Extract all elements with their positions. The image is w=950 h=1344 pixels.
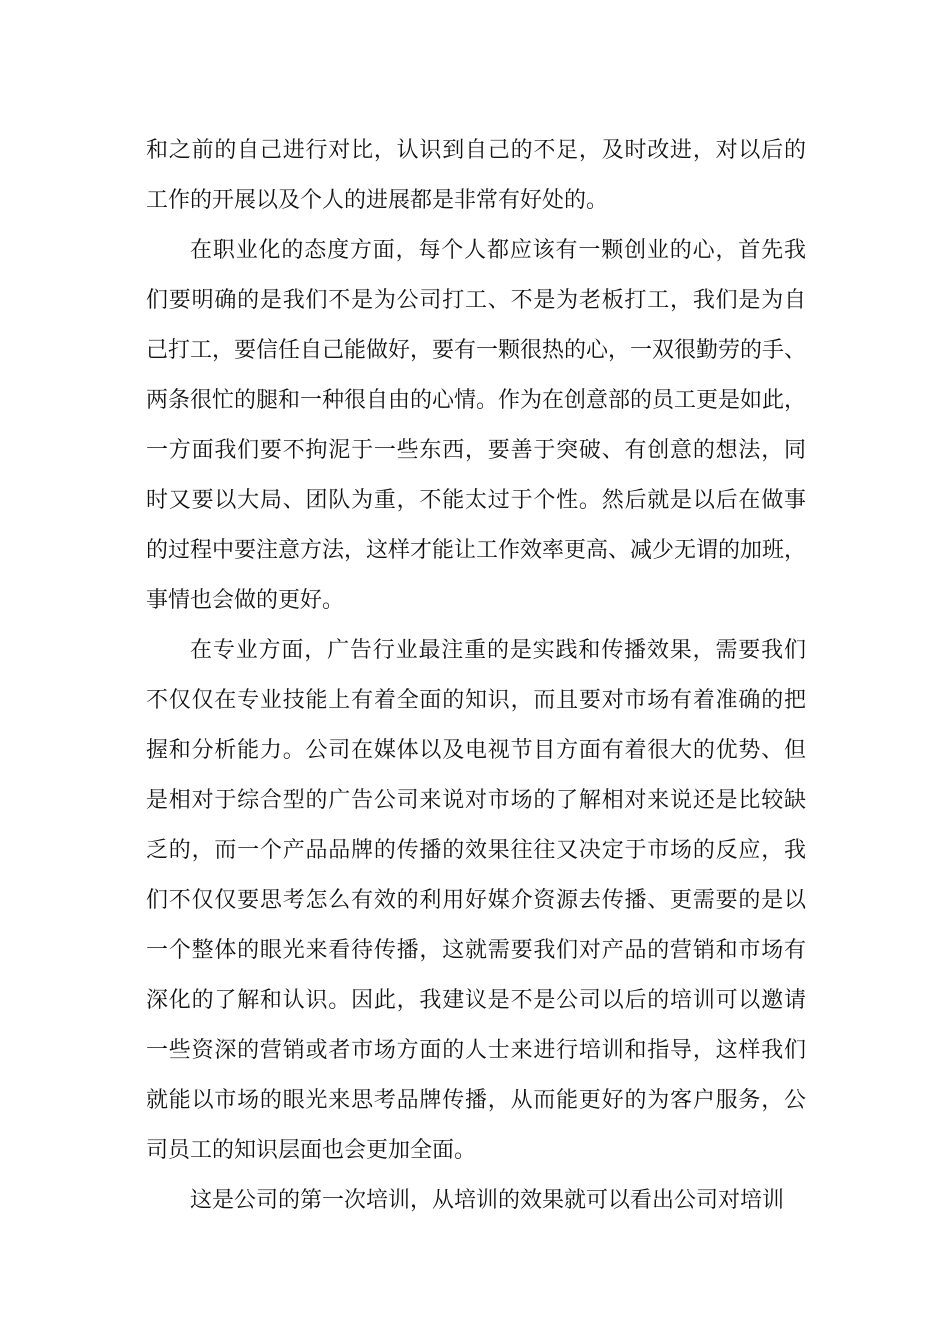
document-body <box>146 126 806 1226</box>
text-line: 在职业化的态度方面，每个人都应该有一颗创业的心，首先我 <box>190 238 807 263</box>
paragraph-professional-skills <box>146 626 806 1176</box>
text-line: 一些资深的营销或者市场方面的人士来进行培训和指导，这样我们 <box>146 1038 807 1063</box>
text-line: 握和分析能力。公司在媒体以及电视节目方面有着很大的优势、但 <box>146 738 807 763</box>
text-line: 一个整体的眼光来看待传播，这就需要我们对产品的营销和市场有 <box>146 938 807 963</box>
text-line: 乏的，而一个产品品牌的传播的效果往往又决定于市场的反应，我 <box>146 838 807 863</box>
text-line: 这是公司的第一次培训，从培训的效果就可以看出公司对培训 <box>190 1188 785 1213</box>
text-line: 时又要以大局、团队为重，不能太过于个性。然后就是以后在做事 <box>146 488 807 513</box>
paragraph-continuation <box>146 126 806 226</box>
paragraph-professional-attitude <box>146 226 806 626</box>
text-line: 一方面我们要不拘泥于一些东西，要善于突破、有创意的想法，同 <box>146 438 807 463</box>
text-line: 事情也会做的更好。 <box>146 588 345 613</box>
text-line: 们要明确的是我们不是为公司打工、不是为老板打工，我们是为自 <box>146 288 807 313</box>
text-line: 的过程中要注意方法，这样才能让工作效率更高、减少无谓的加班， <box>146 538 806 563</box>
paragraph-first-training <box>146 1176 806 1226</box>
text-line: 是相对于综合型的广告公司来说对市场的了解相对来说还是比较缺 <box>146 788 807 813</box>
text-line: 司员工的知识层面也会更加全面。 <box>146 1138 477 1163</box>
text-line: 在专业方面，广告行业最注重的是实践和传播效果，需要我们 <box>190 638 807 663</box>
text-line: 深化的了解和认识。因此，我建议是不是公司以后的培训可以邀请 <box>146 988 807 1013</box>
text-line: 工作的开展以及个人的进展都是非常有好处的。 <box>146 188 609 213</box>
text-line: 己打工，要信任自己能做好，要有一颗很热的心，一双很勤劳的手、 <box>146 338 806 363</box>
text-line: 们不仅仅要思考怎么有效的利用好媒介资源去传播、更需要的是以 <box>146 888 807 913</box>
text-line: 不仅仅在专业技能上有着全面的知识，而且要对市场有着准确的把 <box>146 688 807 713</box>
text-line: 就能以市场的眼光来思考品牌传播，从而能更好的为客户服务，公 <box>146 1088 807 1113</box>
text-line: 两条很忙的腿和一种很自由的心情。作为在创意部的员工更是如此， <box>146 388 806 413</box>
text-line: 和之前的自己进行对比，认识到自己的不足，及时改进，对以后的 <box>146 138 807 163</box>
